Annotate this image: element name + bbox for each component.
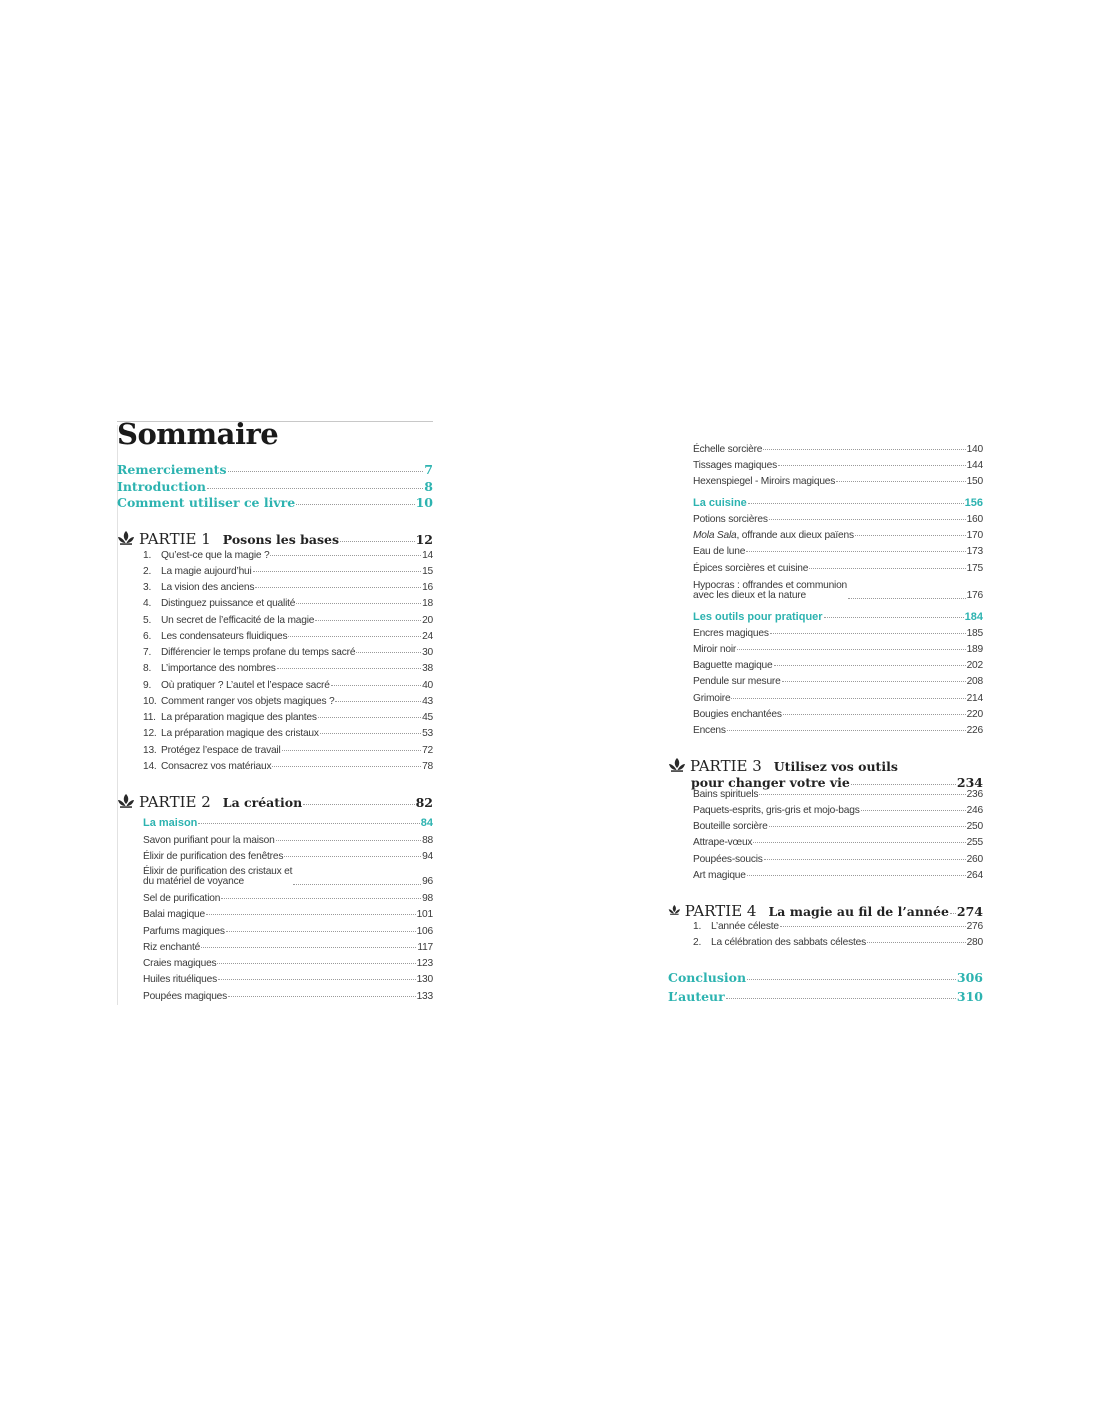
entry-page: 123 [416,958,433,969]
recipe-entry[interactable] [693,444,983,455]
chapter-label: Différencier le temps profane du temps sacré [161,647,356,658]
chapter-page: 16 [422,582,433,593]
chapter-page: 14 [422,550,433,561]
chapter-number: 1. [693,921,702,932]
entry-page: 10 [415,495,433,510]
part-page: 82 [415,795,433,810]
entry-label: Tissages magiques [693,460,777,471]
entry-page: 94 [422,851,433,862]
margin-rule [117,425,118,1005]
chapter-number: 14. [143,761,157,772]
entry-page: 250 [966,821,983,832]
recipe-entry[interactable] [143,851,433,862]
chapter-entry[interactable] [143,712,433,723]
entry-label-italic: Mola Sala [693,530,737,541]
entry-page: 226 [966,725,983,736]
chapter-label: Les condensateurs fluidiques [161,631,288,642]
entry-label: Hypocras : offrandes et communion [693,580,848,591]
chapter-number: 11. [143,712,156,723]
chapter-entry[interactable] [693,837,983,848]
entry-label: Sel de purification [143,893,221,904]
chapter-entry[interactable] [693,854,983,865]
recipe-entry[interactable] [693,693,983,704]
page-title: Sommaire [117,417,279,451]
chapter-number: 3. [143,582,152,593]
recipe-entry[interactable] [143,958,433,969]
recipe-entry[interactable] [143,909,433,920]
chapter-entry[interactable] [143,745,433,756]
chapter-page: 45 [422,712,433,723]
entry-page: 264 [966,870,983,881]
chapter-label: La célébration des sabbats célestes [711,937,866,948]
chapter-number: 8. [143,663,152,674]
entry-page: 144 [966,460,983,471]
chapter-label: Consacrez vos matériaux [161,761,272,772]
chapter-label: L’année céleste [711,921,779,932]
chapter-label: L’importance des nombres [161,663,276,674]
recipe-entry[interactable] [143,991,433,1002]
chapter-label: Où pratiquer ? L’autel et l’espace sacré [161,680,330,691]
entry-label: Hexenspiegel - Miroirs magiques [693,476,836,487]
chapter-label: Qu’est-ce que la magie ? [161,550,270,561]
chapter-label: Comment ranger vos objets magiques ? [161,696,335,707]
chapter-number: 10. [143,696,157,707]
entry-label: Poupées magiques [143,991,228,1002]
entry-page: 246 [966,805,983,816]
part-page: 274 [956,904,983,919]
recipe-entry[interactable] [143,835,433,846]
section-page: 84 [420,817,433,829]
chapter-label: La magie aujourd’hui [161,566,252,577]
part-2-heading[interactable] [117,793,433,811]
recipe-entry[interactable] [693,476,983,487]
chapter-entry[interactable] [143,582,433,593]
entry-page: 140 [966,444,983,455]
entry-page: 176 [966,590,983,601]
chapter-entry[interactable] [693,921,983,932]
chapter-number: 2. [143,566,152,577]
recipe-entry[interactable] [143,867,433,887]
recipe-entry[interactable] [143,893,433,904]
chapter-number: 12. [143,728,157,739]
entry-page: 7 [424,462,433,477]
entry-label: Paquets-esprits, gris-gris et mojo-bags [693,805,860,816]
part-title-line2: pour changer votre vie [691,775,850,790]
entry-page: 208 [966,676,983,687]
chapter-label: Un secret de l’efficacité de la magie [161,615,315,626]
entry-label: Balai magique [143,909,205,920]
chapter-page: 20 [422,615,433,626]
entry-page: 255 [966,837,983,848]
entry-page: 98 [422,893,433,904]
chapter-number: 5. [143,615,152,626]
section-label: La cuisine [693,497,747,509]
section-page: 156 [964,497,983,509]
toc-entry-comment-utiliser[interactable] [117,495,433,510]
chapter-label: Distinguez puissance et qualité [161,598,296,609]
chapter-page: 276 [966,921,983,932]
part-title: Utilisez vos outils [773,759,898,774]
recipe-entry[interactable] [693,660,983,671]
recipe-entry[interactable] [693,709,983,720]
part-1-heading[interactable] [117,530,433,548]
chapter-page: 78 [422,761,433,772]
entry-label: Craies magiques [143,958,217,969]
part-page: 234 [956,775,983,790]
chapter-page: 38 [422,663,433,674]
entry-label: Savon purifiant pour la maison [143,835,275,846]
chapter-entry[interactable] [143,696,433,707]
entry-page: 117 [417,942,433,953]
recipe-entry[interactable] [693,546,983,557]
part-page: 12 [415,532,433,547]
chapter-page: 18 [422,598,433,609]
chapter-entry[interactable] [693,937,983,948]
part-title: La création [222,795,303,810]
chapter-entry[interactable] [143,631,433,642]
entry-page: 130 [416,974,433,985]
entry-label: Bougies enchantées [693,709,782,720]
recipe-entry[interactable] [693,676,983,687]
recipe-entry[interactable] [693,514,983,525]
entry-page: 160 [966,514,983,525]
entry-label: Eau de lune [693,546,746,557]
chapter-entry[interactable] [143,663,433,674]
entry-label: Potions sorcières [693,514,768,525]
recipe-entry[interactable] [143,926,433,937]
entry-label: Bains spirituels [693,789,759,800]
toc-entry-introduction[interactable] [117,479,433,494]
entry-page: 310 [956,989,983,1004]
chapter-label: La préparation magique des cristaux [161,728,319,739]
chapter-entry[interactable] [693,870,983,881]
entry-label: Attrape-vœux [693,837,753,848]
chapter-page: 15 [422,566,433,577]
fleur-icon [117,531,135,545]
entry-page: 220 [966,709,983,720]
entry-page: 173 [966,546,983,557]
section-les-outils[interactable] [693,611,983,623]
entry-page: 236 [966,789,983,800]
entry-label-line2: avec les dieux et la nature [693,590,806,601]
recipe-entry[interactable] [143,942,433,953]
chapter-label: La préparation magique des plantes [161,712,317,723]
entry-label: Conclusion [668,970,747,985]
entry-label: Poupées-soucis [693,854,763,865]
chapter-entry[interactable] [143,566,433,577]
entry-label: Encres magiques [693,628,769,639]
entry-label: Riz enchanté [143,942,201,953]
part-title: La magie au fil de l’année [768,904,949,919]
entry-page: 96 [422,876,433,887]
entry-label: Encens [693,725,726,736]
chapter-page: 40 [422,680,433,691]
entry-label: Élixir de purification des cristaux et [143,866,293,877]
chapter-number: 1. [143,550,152,561]
entry-label: Baguette magique [693,660,773,671]
entry-label: Miroir noir [693,644,737,655]
entry-label-line2: du matériel de voyance [143,876,244,887]
chapter-number: 7. [143,647,152,658]
entry-page: 88 [422,835,433,846]
entry-label: Introduction [117,479,207,494]
toc-entry-conclusion[interactable] [668,970,983,985]
entry-label: Parfums magiques [143,926,225,937]
chapter-number: 6. [143,631,152,642]
section-page: 184 [964,611,983,623]
part-3-heading[interactable] [668,757,983,790]
part-label: PARTIE 3 [690,757,762,775]
recipe-entry[interactable] [693,460,983,471]
part-4-heading[interactable] [668,902,983,920]
chapter-entry[interactable] [693,805,983,816]
entry-page: 189 [966,644,983,655]
chapter-page: 24 [422,631,433,642]
entry-page: 170 [966,530,983,541]
entry-page: 150 [966,476,983,487]
part-title: Posons les bases [222,532,339,547]
recipe-entry[interactable] [143,974,433,985]
recipe-entry[interactable] [693,725,983,736]
entry-label: L’auteur [668,989,725,1004]
chapter-entry[interactable] [143,598,433,609]
section-la-cuisine[interactable] [693,497,983,509]
recipe-entry[interactable] [693,530,983,541]
entry-label: Art magique [693,870,746,881]
entry-page: 8 [424,479,433,494]
entry-label: Comment utiliser ce livre [117,495,296,510]
chapter-entry[interactable] [143,680,433,691]
entry-label: Pendule sur mesure [693,676,781,687]
entry-label: Échelle sorcière [693,444,763,455]
chapter-entry[interactable] [143,647,433,658]
entry-label: Huiles rituéliques [143,974,217,985]
recipe-entry[interactable] [693,628,983,639]
fleur-icon [668,903,681,917]
toc-entry-auteur[interactable] [668,989,983,1004]
section-la-maison[interactable] [143,817,433,829]
entry-label: Remerciements [117,462,227,477]
recipe-entry[interactable] [693,563,983,574]
chapter-number: 2. [693,937,702,948]
recipe-entry[interactable] [693,644,983,655]
part-label: PARTIE 1 [139,530,211,548]
chapter-entry[interactable] [143,615,433,626]
entry-label: Épices sorcières et cuisine [693,563,809,574]
entry-page: 133 [416,991,433,1002]
entry-page: 260 [966,854,983,865]
entry-label: Grimoire [693,693,731,704]
chapter-page: 72 [422,745,433,756]
recipe-entry[interactable] [693,581,983,601]
chapter-entry[interactable] [693,789,983,800]
toc-entry-remerciements[interactable] [117,462,433,477]
chapter-page: 53 [422,728,433,739]
fleur-icon [668,758,686,772]
chapter-label: La vision des anciens [161,582,255,593]
chapter-number: 9. [143,680,152,691]
chapter-entry[interactable] [693,821,983,832]
chapter-entry[interactable] [143,550,433,561]
chapter-entry[interactable] [143,761,433,772]
chapter-label: Protégez l’espace de travail [161,745,281,756]
entry-page: 175 [966,563,983,574]
entry-page: 101 [416,909,433,920]
entry-page: 106 [416,926,433,937]
entry-page: 214 [966,693,983,704]
chapter-page: 30 [422,647,433,658]
chapter-number: 13. [143,745,157,756]
chapter-page: 280 [966,937,983,948]
part-label: PARTIE 2 [139,793,211,811]
entry-label: , offrande aux dieux païens [736,530,854,541]
entry-page: 306 [956,970,983,985]
entry-label: Élixir de purification des fenêtres [143,851,284,862]
section-label: La maison [143,817,198,829]
section-label: Les outils pour pratiquer [693,611,823,623]
part-label: PARTIE 4 [684,902,757,920]
fleur-icon [117,794,135,808]
entry-page: 185 [966,628,983,639]
entry-page: 202 [966,660,983,671]
chapter-entry[interactable] [143,728,433,739]
entry-label: Bouteille sorcière [693,821,768,832]
chapter-page: 43 [422,696,433,707]
chapter-number: 4. [143,598,152,609]
